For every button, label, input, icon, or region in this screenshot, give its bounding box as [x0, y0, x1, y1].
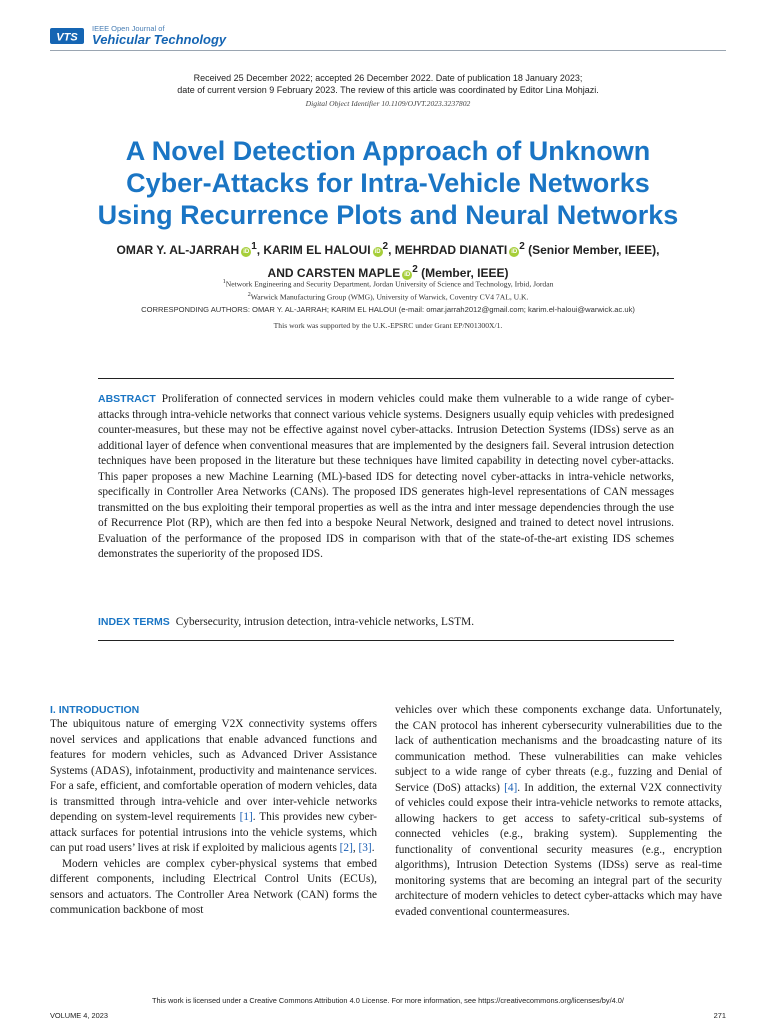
- author-name: AND CARSTEN MAPLE: [267, 266, 401, 280]
- title-line-2: Cyber-Attacks for Intra-Vehicle Networks: [126, 168, 650, 198]
- affiliations: [50, 277, 726, 302]
- citation-link[interactable]: [2]: [339, 842, 353, 854]
- paragraph: Modern vehicles are complex cyber-physical systems that embed different components, including Electrical Control Units (ECUs), sensors and actuators. The Controller Area Network (CAN) forms the communication backbone of most: [50, 857, 377, 916]
- title-line-1: A Novel Detection Approach of Unknown: [125, 136, 651, 166]
- vts-logo: [50, 24, 84, 48]
- volume-label: VOLUME 4, 2023: [50, 1011, 108, 1020]
- received-line-1: Received 25 December 2022; accepted 26 December 2022. Date of publication 18 January 2023;: [193, 73, 583, 83]
- author-role: (Senior Member, IEEE),: [524, 243, 660, 257]
- abstract-bottom-rule: [98, 640, 674, 641]
- section-heading: I. INTRODUCTION: [50, 704, 140, 716]
- citation-link[interactable]: [1]: [239, 811, 253, 823]
- index-terms-label: INDEX TERMS: [98, 616, 170, 628]
- paragraph-text: The ubiquitous nature of emerging V2X connectivity systems offers novel services and applications that enable advanced functions and features for modern vehicles, such as Advanced Driver Assistance Systems (ADAS), infotainment, productivity and maintenance services. For a safe, efficient, and comfortable operation of modern vehicles, data is transmitted through intra-vehicle and over inter-vehicle networks depending on system-level requirements: [50, 718, 377, 823]
- citation-link[interactable]: [4]: [504, 781, 518, 794]
- page-number: 271: [713, 1011, 726, 1020]
- abstract-label: ABSTRACT: [98, 393, 156, 405]
- received-dates: [50, 72, 726, 96]
- index-terms: [98, 616, 674, 628]
- abstract-top-rule: [98, 378, 674, 379]
- received-line-2: date of current version 9 February 2023. The review of this article was coordinated by Editor Lina Mohjazi.: [177, 85, 599, 95]
- paragraph: [50, 717, 377, 857]
- citation-link[interactable]: [3]: [358, 842, 372, 854]
- funding-note: This work was supported by the U.K.-EPSRC under Grant EP/N01300X/1.: [273, 321, 503, 330]
- title-line-3: Using Recurrence Plots and Neural Networks: [97, 200, 679, 230]
- author-name: , KARIM EL HALOUI: [256, 243, 371, 257]
- abstract-text: Proliferation of connected services in modern vehicles could make them vulnerable to a wide range of cyber-attacks through intra-vehicle networks that connect various vehicle systems. Designers usually equip vehicles with predesigned counter-measures, but these may not be effective against novel cyber-attacks. Intrusion Detection Systems (IDSs) serve as an additional layer of defence when conventional measures that are implemented by the designers fail. Several intrusion detection techniques have been proposed in the literature but these techniques have limited capability in detecting novel cyber-attacks. This paper proposes a new Machine Learning (ML)-based IDS for detecting novel cyber-attacks in intra-vehicle networks, specifically in Controller Area Networks (CANs). The proposed IDS generates high-level representations of CAN messages transmitted on the bus exploiting their temporal properties as well as the intra and inter message dependencies through the use of Recurrence Plot (RP), which are then fed into a bespoke Neural Network, designed and trained to detect novel intrusions. Evaluation of the performance of the proposed IDS in comparison with that of the state-of-the-art existing IDS schemes demonstrates the superiority of the proposed IDS.: [98, 393, 674, 560]
- author-affil-sup: 1: [251, 241, 257, 252]
- paragraph-text: .: [371, 842, 375, 854]
- author-affil-sup: 2: [412, 264, 418, 275]
- license-note: This work is licensed under a Creative Commons Attribution 4.0 License. For more information, see https://creativecommons.org/licenses/by/4.0/: [152, 996, 624, 1005]
- affiliation-text: Network Engineering and Security Department, Jordan University of Science and Technology, Irbid, Jordan: [225, 279, 554, 289]
- paper-title: [50, 135, 726, 231]
- author-name: OMAR Y. AL-JARRAH: [116, 243, 240, 257]
- author-affil-sup: 2: [382, 241, 389, 252]
- paragraph-text: . This provides new cyber-attack surfaces for potential intrusions into the vehicle systems, which can put road users’ lives at risk if exploited by malicious agents: [50, 811, 377, 854]
- affiliation-text: Warwick Manufacturing Group (WMG), University of Warwick, Coventry CV4 7AL, U.K.: [250, 292, 529, 302]
- paragraph: [395, 703, 722, 920]
- paragraph-text: . In addition, the external V2X connectivity of vehicles could expose their intra-vehicle networks to remote attacks, allowing hackers to get access to safety-critical sub-systems of connected vehicles (e.g., braking system). Supplementing the functionality of conventional security measures (e.g., encryption algorithms), Intrusion Detection Systems (IDSs) serve as real-time monitoring systems that are becoming an integral part of the security architecture of modern vehicles to detect cyber-attacks which may have evaded conventional countermeasures.: [395, 781, 722, 918]
- orcid-icon[interactable]: iD: [511, 249, 518, 255]
- right-column: [395, 703, 722, 920]
- author-name: , MEHRDAD DIANATI: [388, 243, 508, 257]
- affiliation-sup: 2: [247, 290, 251, 298]
- logo-text: VTS: [56, 31, 78, 44]
- header-divider: [50, 50, 726, 51]
- orcid-icon[interactable]: iD: [374, 249, 381, 255]
- index-terms-text: Cybersecurity, intrusion detection, intra-vehicle networks, LSTM.: [175, 616, 475, 628]
- journal-name: Vehicular Technology: [92, 32, 227, 47]
- left-column: [50, 703, 377, 919]
- affiliation-1: [50, 277, 726, 290]
- paragraph-text: ,: [352, 842, 359, 854]
- affiliation-sup: 1: [222, 278, 226, 285]
- affiliation-2: [50, 290, 726, 303]
- author-affil-sup: 2: [519, 241, 525, 252]
- abstract: [98, 392, 674, 563]
- corresponding-authors: CORRESPONDING AUTHORS: OMAR Y. AL-JARRAH; KARIM EL HALOUI (e-mail: omar.jarrah2012@gmail.com; karim.el-haloui@warwick.ac.uk): [141, 305, 635, 314]
- author-role: (Member, IEEE): [417, 266, 509, 280]
- journal-subtitle: IEEE Open Journal of: [92, 24, 165, 33]
- orcid-icon[interactable]: iD: [404, 272, 411, 278]
- doi: Digital Object Identifier 10.1109/OJVT.2023.3237802: [305, 99, 471, 108]
- paragraph-text: vehicles over which these components exchange data. Unfortunately, the CAN protocol has inherent cybersecurity vulnerabilities due to the lack of authentication mechanisms and the broadcasting nature of its communication method. These vulnerabilities can make vehicles subject to a wide range of cyber threats (e.g., fuzzing and Denial of Service (DoS) attacks): [395, 704, 722, 794]
- orcid-icon[interactable]: iD: [243, 249, 250, 255]
